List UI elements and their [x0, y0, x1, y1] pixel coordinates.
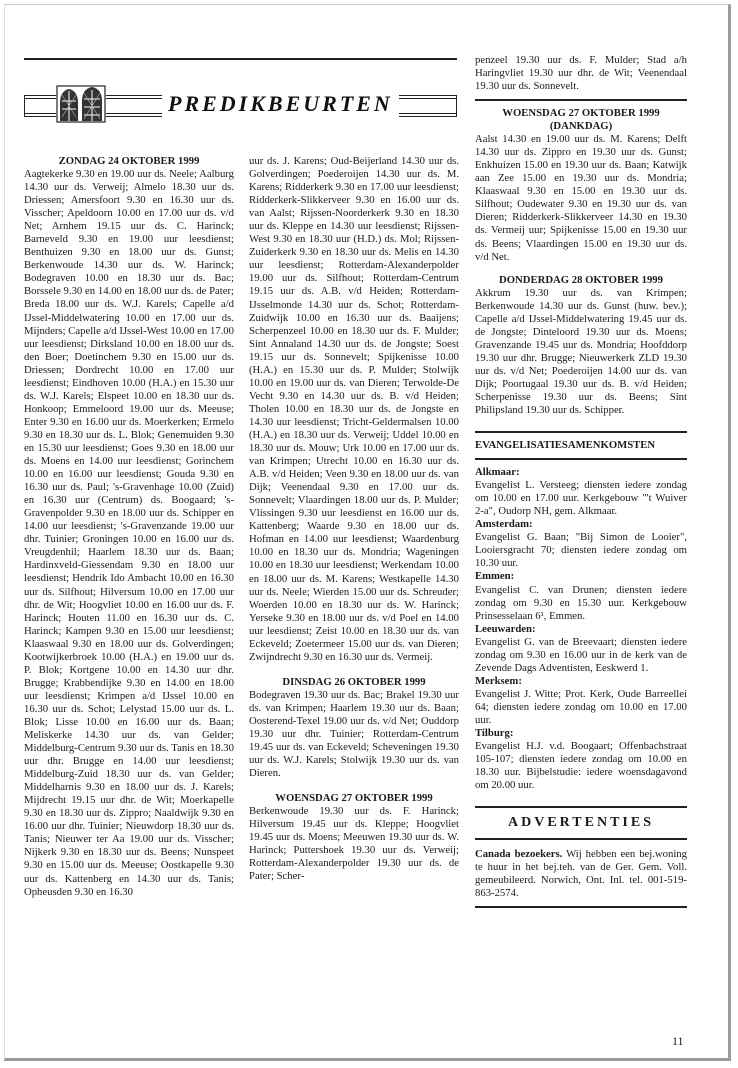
column-2 — [249, 155, 459, 883]
page-title: PREDIKBEURTEN — [162, 91, 399, 117]
ad-divider — [475, 906, 687, 908]
evangelisation-heading: EVANGELISATIESAMENKOMSTEN — [475, 439, 656, 452]
evangelisation-divider-2 — [475, 458, 687, 460]
dankdag-heading: WOENSDAG 27 OKTOBER 1999 — [502, 107, 660, 120]
advertenties-heading: ADVERTENTIES — [508, 815, 654, 831]
sunday-text-part1: Aagtekerke 9.30 en 19.00 uur ds. Neele; Aalburg 14.30 uur ds. Verweij; Almelo 18.30 uur ds. Driessen; Amersfoort 9.30 en 16.30 uur ds. Visscher; Apeldoorn 10.00 en 17.00 uur ds. v/d Net; Arnhem 19.15 uur ds. C. Harinck; Barneveld 9.30 en 19.00 uur leesdienst; Benthuizen 9.30 en 18.00 uur ds. Gunst; Berkenwoude 14.30 uur ds. W. Harinck; Bodegraven 10.00 en 18.30 uur ds. Bac; Borssele 9.30 en 14.00 en 18.00 uur ds. de Pater; Breda 18.00 uur ds. W.J. Karels; Capelle a/d IJssel-Middelwatering 10.00 en 17.00 uur ds. Mijnders; Capelle a/d IJssel-West 10.00 en 17.00 uur leesdienst; Dirksland 10.00 en 18.00 uur ds. den Boer; Doetinchem 9.30 en 15.00 uur ds. Driessen; Dordrecht 10.00 en 17.00 uur leesdienst; Eindhoven 10.00 (H.A.) en 15.30 uur ds. W.J. Karels; Elspeet 10.00 en 18.30 uur ds. Honkoop; Emmeloord 19.00 uur ds. Meeuse; Enter 9.30 en 16.00 uur ds. Moerkerken; Ermelo 9.30 en 18.30 uur ds. L. Blok; Genemuiden 9.30 en 15.30 uur leesdienst; Goes 9.30 en 18.00 uur ds. Moens en 14.00 uur leesdienst; Gorinchem 10.00 en 16.00 uur leesdienst; Gouda 9.30 en 16.30 uur ds. Paul; 's-Gravenhage 10.00 (Zuid) en 16.30 uur (Centrum) ds. Boogaard; 's-Gravenpolder 9.30 en 18.00 uur ds. Schipper en 14.00 uur leesdienst; 's-Gravenzande 19.00 uur dhr. Tuinier; Groningen 10.00 en 16.00 uur ds. Vreugdenhil; Haarlem 18.30 uur ds. Baan; Hardinxveld-Giessendam 9.30 en 18.00 uur leesdienst; Hendrik Ido Ambacht 10.00 en 16.30 uur ds. Silfhout; Hilversum 10.00 en 17.00 uur dhr. de Wit; Hoogvliet 10.00 en 16.00 uur ds. F. Harinck; Houten 11.00 en 16.30 uur ds. C. Harinck; Kampen 9.30 en 15.00 uur leesdienst; Klaaswaal 9.30 en 18.00 uur ds. Golverdingen; Kootwijkerbroek 10.00 (H.A.) en 19.00 uur ds. P. Blok; Kortgene 10.00 en 14.30 uur dhr. Brugge; Krabbendijke 9.30 en 14.00 en 18.00 uur leesdienst; Krimpen a/d IJssel 10.00 en 16.30 uur ds. Schot; Lelystad 15.00 uur ds. L. Blok; Lisse 10.00 en 16.00 uur ds. Baan; Meliskerke 14.30 uur ds. van Gelder; Middelburg-Centrum 9.30 uur ds. Tanis en 18.30 uur dhr. Brugge en 14.00 uur leesdienst; Middelburg-Zuid 18.30 uur ds. van Gelder; Middelharnis 9.30 en 18.00 uur ds. J. Karels; Mijdrecht 19.15 uur dhr. de Wit; Moerkapelle 9.30 en 18.30 uur ds. Zippro; Naaldwijk 9.30 en 16.00 uur dhr. Tuinier; Nieuwdorp 18.30 uur ds. Tanis; Nieuwer ter Aa 19.00 uur ds. Visscher; Nijkerk 9.30 en 18.30 uur ds. Beens; Nunspeet 9.30 en 15.00 uur ds. Meeuse; Oostkapelle 9.30 uur ds. Kattenberg en 14.30 uur ds. Tanis; Opheusden 9.30 en 16.30 — [24, 168, 234, 898]
church-windows-logo-icon — [56, 85, 106, 123]
wednesday-heading: WOENSDAG 27 OKTOBER 1999 — [275, 792, 433, 805]
wednesday-text: Berkenwoude 19.30 uur ds. F. Harinck; Hilversum 19.45 uur ds. Kleppe; Hoogvliet 19.45 uur ds. Moens; Meeuwen 19.30 uur ds. W. Harinck; Puttershoek 19.30 uur ds. Verweij; Rotterdam-Alexanderpolder 19.30 uur ds. de Pater; Scher- — [249, 805, 459, 883]
tuesday-text: Bodegraven 19.30 uur ds. Bac; Brakel 19.30 uur ds. van Krimpen; Haarlem 19.30 uur ds. Baan; Oosterend-Texel 19.00 uur ds. v/d Net; Ouddorp 19.30 uur dhr. Tuinier; Rotterdam-Centrum 19.45 uur ds. van Eckeveld; Scheveningen 19.30 uur ds. W.J. Karels; Stolwijk 19.30 uur ds. van Dieren. — [249, 688, 459, 780]
advertenties-header — [475, 806, 687, 840]
list-item — [475, 518, 687, 570]
wednesday-text-continued: penzeel 19.30 uur ds. F. Mulder; Stad a/h Haringvliet 19.30 uur dhr. de Wit; Veenendaal 19.30 uur ds. Sonnevelt. — [475, 54, 687, 93]
list-item — [475, 623, 687, 675]
section-header — [24, 85, 457, 123]
city-text: Evangelist G. Baan; "Bij Simon de Looier", Looiersgracht 70; diensten iedere zondag om 10.30 uur. — [475, 531, 687, 570]
ad-text: Wij hebben een bej.woning te huur in het bej.teh. van de Ger. Gem. Voll. gemeubileerd. Norwich, Ont. Inl. tel. 001-519-863-2574. — [475, 848, 687, 900]
city-name: Emmen: — [475, 570, 515, 583]
top-rule — [24, 58, 457, 60]
city-name: Alkmaar: — [475, 466, 520, 479]
thursday-text: Akkrum 19.30 uur ds. van Krimpen; Berkenwoude 14.30 uur ds. Gunst (huw. bev.); Capelle a/d IJssel-Middelwatering 19.45 uur ds. de Jongste; Dinteloord 19.30 uur ds. Moens; Gravenzande 19.45 uur ds. Mondria; Hoofddorp 19.30 uur dhr. Brugge; Nieuwerkerk ZLD 19.30 uur ds. v/d Net; Poederoijen 14.00 uur ds. van Dijk; Poortugaal 19.30 uur ds. B. v/d Heiden; Scherpenisse 19.30 uur ds. Beens; Sint Philipsland 19.30 uur ds. Schipper. — [475, 286, 687, 417]
list-item — [475, 727, 687, 792]
column-3 — [475, 54, 687, 914]
city-name: Tilburg: — [475, 727, 514, 740]
city-text: Evangelist C. van Drunen; diensten iedere zondag om 9.30 en 15.30 uur. Kerkgebouw Prinsesselaan 6¹, Emmen. — [475, 583, 687, 622]
dankdag-subheading: (DANKDAG) — [549, 120, 613, 133]
list-item — [475, 675, 687, 727]
city-text: Evangelist G. van de Breevaart; diensten iedere zondag om 9.30 en 16.00 uur in de kerk van de Zevende Dags Adventisten, Eeskwerd 1. — [475, 635, 687, 674]
advertisement — [475, 848, 687, 900]
column-divider — [475, 99, 687, 101]
sunday-heading: ZONDAG 24 OKTOBER 1999 — [58, 155, 200, 167]
city-text: Evangelist L. Versteeg; diensten iedere zondag om 10.00 en 17.00 uur. Kerkgebouw "'t Wuiver 2-a", Oudorp NH, gem. Alkmaar. — [475, 479, 687, 518]
city-text: Evangelist H.J. v.d. Boogaart; Offenbachstraat 105-107; diensten iedere zondag om 10.00 en 18.30 uur. Bijbelstudie: iedere woensdagavond om 20.00 uur. — [475, 740, 687, 792]
evangelisation-divider — [475, 431, 687, 433]
evangelisation-list — [475, 466, 687, 792]
ad-lead: Canada bezoekers. — [475, 848, 563, 861]
list-item — [475, 570, 687, 622]
city-name: Amsterdam: — [475, 518, 533, 531]
thursday-heading: DONDERDAG 28 OKTOBER 1999 — [499, 273, 663, 286]
column-1 — [24, 155, 234, 899]
city-name: Merksem: — [475, 674, 522, 687]
sunday-text-part2: uur ds. J. Karens; Oud-Beijerland 14.30 uur ds. Golverdingen; Poederoijen 14.30 uur ds. M. Karens; Ridderkerk 9.30 en 17.00 uur leesdienst; Ridderkerk-Slikkerveer 9.30 en 16.00 uur ds. van Aalst; Rijssen-Noorderkerk 9.30 en 18.30 uur ds. Kleppe en 14.30 uur leesdienst; Rijssen-West 9.30 en 18.30 uur (H.D.) ds. Mol; Rijssen-Zuiderkerk 9.30 en 18.30 uur ds. Melis en 14.30 uur leesdienst; Rotterdam-Alexanderpolder 19.00 uur ds. Silfhout; Rotterdam-Centrum 19.15 uur ds. A.B. v/d Heiden; Rotterdam-IJsselmonde 14.30 uur ds. Schot; Rotterdam-Zuidwijk 10.00 en 16.30 uur ds. Baaijens; Scherpenzeel 10.00 en 18.30 uur ds. F. Mulder; Sint Annaland 14.30 uur ds. de Jongste; Soest 19.15 uur ds. Sonnevelt; Spijkenisse 10.00 (H.A.) en 15.30 uur ds. P. Mulder; Stolwijk 10.00 en 19.00 uur ds. van Dieren; Terwolde-De Vecht 9.30 en 14.30 uur ds. B. v/d Heiden; Tholen 10.00 en 18.30 uur ds. de Jongste en 14.30 uur leesdienst; Tricht-Geldermalsen 10.00 (H.A.) en 18.30 uur ds. Verweij; Uddel 10.00 en 18.30 uur ds. Mouw; Urk 10.00 en 17.00 uur ds. van Krimpen; Utrecht 10.00 en 16.30 uur ds. A.B. v/d Heiden; Veen 9.30 en 18.00 uur ds. van Dijk; Veenendaal 9.30 en 17.00 uur ds. Sonnevelt; Vlaardingen 18.00 uur ds. P. Mulder; Vlissingen 9.30 uur leesdienst en 16.00 uur ds. Kattenberg; Waarde 9.30 en 18.00 uur ds. Hofman en 14.00 uur leesdienst; Waardenburg 10.00 en 18.30 uur ds. Mondria; Wageningen 10.00 en 18.30 uur leesdienst; Werkendam 10.00 en 18.00 uur ds. M. Karens; Westkapelle 14.30 uur ds. Neele; Wierden 15.00 uur ds. Schreuder; Woerden 10.00 en 18.30 uur ds. W. Harinck; Yerseke 9.30 en 18.00 uur ds. v/d Poel en 14.00 uur leesdienst; Zeist 10.00 en 18.30 uur ds. van Eckeveld; Zoetermeer 15.00 uur ds. van Dieren; Zwijndrecht 9.30 en 16.30 uur ds. Vermeij. — [249, 155, 459, 663]
city-name: Leeuwarden: — [475, 622, 536, 635]
list-item — [475, 466, 687, 518]
tuesday-heading: DINSDAG 26 OKTOBER 1999 — [282, 675, 426, 688]
city-text: Evangelist J. Witte; Prot. Kerk, Oude Barreellei 64; diensten iedere zondag om 10.00 en 17.00 uur. — [475, 687, 687, 726]
page-number: 11 — [672, 1034, 684, 1048]
dankdag-text: Aalst 14.30 en 19.00 uur ds. M. Karens; Delft 14.30 uur ds. Zippro en 19.30 uur ds. Gunst; Enkhuizen 15.00 en 19.30 uur ds. Baan; Katwijk aan Zee 15.00 en 19.30 uur ds. Mondria; Klaaswaal 9.30 en 15.00 en 19.30 uur ds. Silfhout; Oudewater 9.30 en 19.30 uur ds. van Dieren; Ridderkerk-Slikkerveer 14.30 en 19.30 ds. Vermeij uur; Spijkenisse 15.00 en 19.30 uur ds. Beens; Vlaardingen 15.00 en 19.30 uur ds. v/d Net. — [475, 133, 687, 263]
